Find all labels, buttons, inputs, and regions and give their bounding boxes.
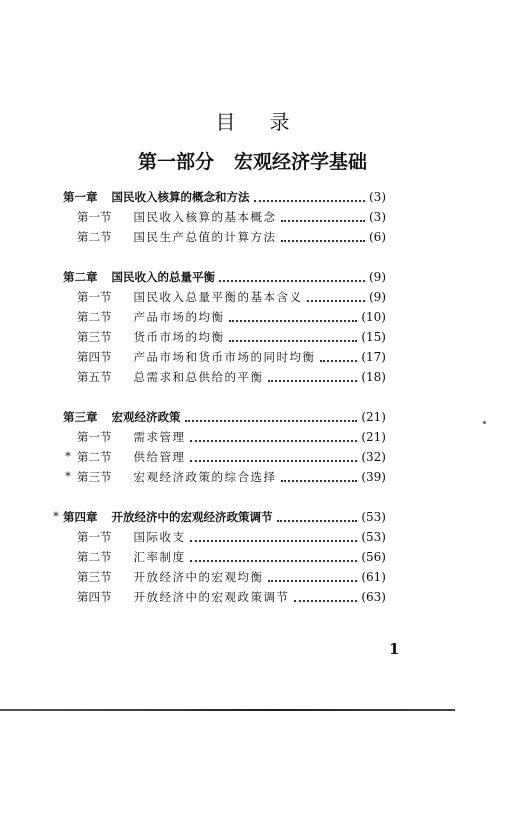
toc-leader bbox=[281, 479, 358, 482]
toc-number: 第三章 bbox=[63, 410, 98, 424]
toc-title: 国民收入总量平衡的基本含义 bbox=[133, 290, 303, 304]
toc-page: (18) bbox=[361, 370, 386, 384]
toc-leader bbox=[268, 579, 358, 582]
toc-number: 第五节 bbox=[77, 370, 112, 384]
toc-number: 第二节 bbox=[77, 310, 112, 324]
toc-page: (9) bbox=[369, 290, 386, 304]
toc-leader bbox=[320, 359, 358, 362]
toc-chapter-row[interactable] bbox=[0, 507, 505, 527]
toc-page: (21) bbox=[361, 430, 386, 444]
toc-title: 产品市场的均衡 bbox=[133, 310, 225, 324]
toc-page: (63) bbox=[361, 590, 386, 604]
toc-leader bbox=[281, 219, 366, 222]
toc-title: 货币市场的均衡 bbox=[133, 330, 225, 344]
page-title: 目录 bbox=[215, 110, 324, 134]
toc-number: 第二节 bbox=[77, 450, 112, 464]
toc-leader bbox=[219, 279, 365, 282]
toc-number: 第三节 bbox=[77, 570, 112, 584]
part-title bbox=[0, 147, 505, 174]
toc-title: 开放经济中的宏观经济政策调节 bbox=[111, 510, 273, 524]
toc-title: 宏观经济政策 bbox=[111, 410, 181, 424]
toc-title: 需求管理 bbox=[133, 430, 186, 444]
toc-leader bbox=[268, 379, 358, 382]
toc-title: 开放经济中的宏观政策调节 bbox=[133, 590, 290, 604]
toc-number: 第二章 bbox=[63, 270, 98, 284]
toc-section-row[interactable] bbox=[0, 207, 505, 227]
toc-leader bbox=[229, 319, 358, 322]
toc-page: (39) bbox=[361, 470, 386, 484]
toc-marker: * bbox=[53, 510, 59, 523]
toc-section-row[interactable] bbox=[0, 327, 505, 347]
page-number: 1 bbox=[389, 640, 400, 658]
toc-page: (21) bbox=[361, 410, 386, 424]
toc-section-row[interactable] bbox=[0, 227, 505, 247]
toc-leader bbox=[294, 599, 358, 602]
toc-chapter-row[interactable] bbox=[0, 267, 505, 287]
toc-title: 开放经济中的宏观均衡 bbox=[133, 570, 264, 584]
toc-page: (32) bbox=[361, 450, 386, 464]
toc-number: 第一节 bbox=[77, 530, 112, 544]
toc-page: (61) bbox=[361, 570, 386, 584]
toc-section-row[interactable] bbox=[0, 427, 505, 447]
toc-title: 供给管理 bbox=[133, 450, 186, 464]
toc-page: (10) bbox=[361, 310, 386, 324]
toc-page: (56) bbox=[361, 550, 386, 564]
toc-leader bbox=[254, 199, 366, 202]
toc-number: 第二节 bbox=[77, 230, 112, 244]
toc-chapter-row[interactable] bbox=[0, 187, 505, 207]
toc-title: 国民收入核算的概念和方法 bbox=[111, 190, 250, 204]
toc-leader bbox=[190, 439, 358, 442]
toc-page: (6) bbox=[369, 230, 386, 244]
toc-marker: * bbox=[65, 450, 71, 463]
toc-number: 第一节 bbox=[77, 290, 112, 304]
part-name: 宏观经济学基础 bbox=[234, 151, 368, 173]
toc-chapter-row[interactable] bbox=[0, 407, 505, 427]
toc-leader bbox=[307, 299, 366, 302]
toc-leader bbox=[229, 339, 358, 342]
bottom-rule bbox=[0, 709, 455, 711]
toc-leader bbox=[190, 559, 358, 562]
toc-number: 第一节 bbox=[77, 430, 112, 444]
toc-number: 第一节 bbox=[77, 210, 112, 224]
toc-page: (9) bbox=[369, 270, 386, 284]
toc-page: (53) bbox=[361, 530, 386, 544]
toc-page: (53) bbox=[361, 510, 386, 524]
toc-section-row[interactable] bbox=[0, 547, 505, 567]
toc-leader bbox=[190, 459, 358, 462]
toc-leader bbox=[277, 519, 358, 522]
toc-section-row[interactable] bbox=[0, 467, 505, 487]
toc-section-row[interactable] bbox=[0, 527, 505, 547]
toc-number: 第三节 bbox=[77, 470, 112, 484]
toc-number: 第四节 bbox=[77, 590, 112, 604]
toc-leader bbox=[185, 419, 358, 422]
toc-title: 汇率制度 bbox=[133, 550, 186, 564]
toc-section-row[interactable] bbox=[0, 307, 505, 327]
toc-title: 国民收入的总量平衡 bbox=[111, 270, 215, 284]
toc-number: 第二节 bbox=[77, 550, 112, 564]
toc-section-row[interactable] bbox=[0, 287, 505, 307]
toc-page: (3) bbox=[369, 190, 386, 204]
toc-section-row[interactable] bbox=[0, 367, 505, 387]
toc-number: 第三节 bbox=[77, 330, 112, 344]
toc-leader bbox=[190, 539, 358, 542]
toc-leader bbox=[281, 239, 366, 242]
toc-number: 第一章 bbox=[63, 190, 98, 204]
part-label: 第一部分 bbox=[137, 151, 214, 173]
toc-marker: * bbox=[65, 470, 71, 483]
toc-title: 宏观经济政策的综合选择 bbox=[133, 470, 277, 484]
scan-speck bbox=[483, 421, 486, 424]
toc-section-row[interactable] bbox=[0, 567, 505, 587]
toc-title: 产品市场和货币市场的同时均衡 bbox=[133, 350, 316, 364]
toc-section-row[interactable] bbox=[0, 347, 505, 367]
toc-title: 国民收入核算的基本概念 bbox=[133, 210, 277, 224]
toc-title: 国际收支 bbox=[133, 530, 186, 544]
toc-section-row[interactable] bbox=[0, 447, 505, 467]
toc-page: (15) bbox=[361, 330, 386, 344]
toc-page: (17) bbox=[361, 350, 386, 364]
toc-page: (3) bbox=[369, 210, 386, 224]
toc-number: 第四节 bbox=[77, 350, 112, 364]
toc-number: 第四章 bbox=[63, 510, 98, 524]
toc-title: 总需求和总供给的平衡 bbox=[133, 370, 264, 384]
toc-section-row[interactable] bbox=[0, 587, 505, 607]
toc-title: 国民生产总值的计算方法 bbox=[133, 230, 277, 244]
